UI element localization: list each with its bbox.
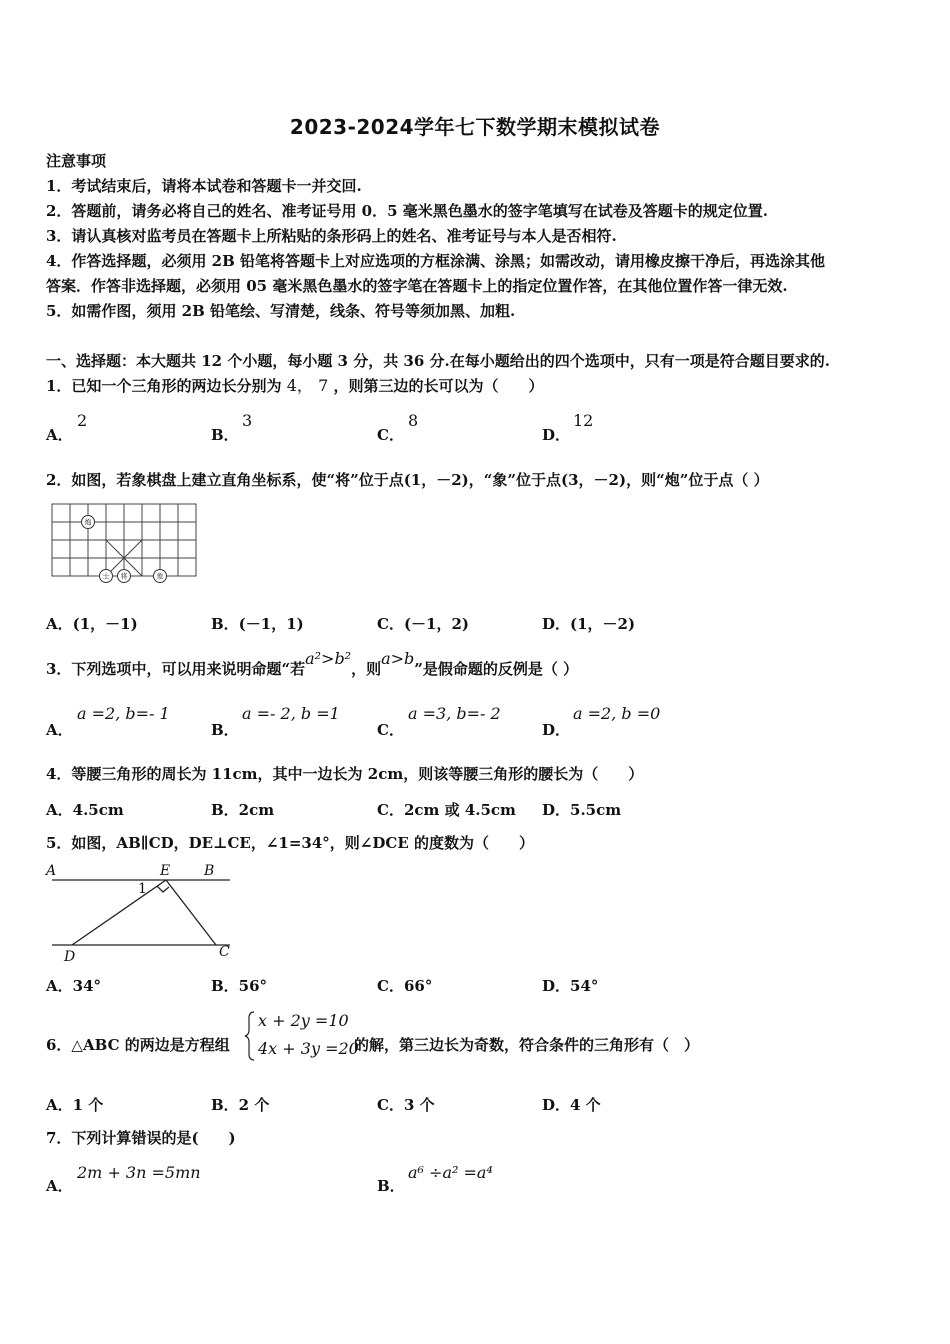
q1-stem-a: 1．已知一个三角形的两边长分别为 — [46, 377, 282, 395]
chessboard-figure — [50, 502, 200, 584]
q7-option-a-value: 2m + 3n =5mn — [77, 1163, 201, 1182]
q4-option-d[interactable]: D．5.5cm — [542, 801, 622, 819]
label-a: A — [46, 863, 57, 879]
piece-xiang-label: 象 — [156, 572, 164, 581]
q1-stem-b: ，则第三边的长可以为（ ） — [333, 377, 544, 395]
q1-option-b-value: 3 — [242, 411, 253, 430]
segment-de — [72, 880, 166, 945]
q1-option-c-label[interactable]: C． — [377, 426, 404, 444]
q2-stem: 2．如图，若象棋盘上建立直角坐标系，使“将”位于点(1，－2)，“象”位于点(3，－2)，则“炮”位于点（ ） — [46, 471, 769, 489]
q2-option-d[interactable]: D．(1，－2) — [542, 615, 636, 633]
q4-stem: 4．等腰三角形的周长为 11cm，其中一边长为 2cm，则该等腰三角形的腰长为（ ） — [46, 765, 644, 783]
q1-num-1: 4， — [286, 376, 313, 395]
q3-option-d-label[interactable]: D． — [542, 721, 571, 739]
notice-item-4: 4．作答选择题，必须用 2B 铅笔将答题卡上对应选项的方框涂满、涂黑；如需改动，请用橡皮擦干净后，再选涂其他 — [46, 252, 826, 270]
q2-option-c[interactable]: C．(－1，2) — [377, 615, 470, 633]
q3-option-c-label[interactable]: C． — [377, 721, 404, 739]
q3-condition-2: a>b — [381, 649, 415, 668]
q6-stem-a: 6．△ABC 的两边是方程组 — [46, 1036, 230, 1054]
q1-num-2: 7 — [318, 376, 329, 395]
q4-option-a[interactable]: A．4.5cm — [46, 801, 124, 819]
q2-option-a[interactable]: A．(1，－1) — [46, 615, 138, 633]
notice-item-5: 5．如需作图，须用 2B 铅笔绘、写清楚，线条、符号等须加黑、加粗. — [46, 302, 516, 320]
notice-item-1: 1．考试结束后，请将本试卷和答题卡一并交回. — [46, 177, 362, 195]
notice-item-2: 2．答题前，请务必将自己的姓名、准考证号用 0．5 毫米黑色墨水的签字笔填写在试卷及答题卡的规定位置. — [46, 202, 768, 220]
parallel-lines-figure — [44, 861, 234, 965]
q3-option-d-value: a =2, b =0 — [573, 704, 661, 723]
q3-option-b-value: a =- 2, b =1 — [242, 704, 340, 723]
q5-option-a[interactable]: A．34° — [46, 977, 102, 995]
piece-jiang-label: 将 — [120, 572, 128, 581]
q3-stem-b: ，则 — [351, 660, 382, 678]
q7-option-b-value: a⁶ ÷a² =a⁴ — [408, 1163, 493, 1182]
q3-stem-c: ”是假命题的反例是（ ） — [414, 660, 579, 678]
equation-brace — [244, 1010, 256, 1062]
q3-option-a-label[interactable]: A． — [46, 721, 73, 739]
q1-option-d-label[interactable]: D． — [542, 426, 571, 444]
q7-stem: 7．下列计算错误的是( ) — [46, 1129, 236, 1147]
q6-option-a[interactable]: A．1 个 — [46, 1096, 104, 1114]
q5-stem: 5．如图，AB∥CD，DE⊥CE，∠1=34°，则∠DCE 的度数为（ ） — [46, 834, 534, 852]
q6-option-d[interactable]: D．4 个 — [542, 1096, 601, 1114]
notice-heading: 注意事项 — [46, 152, 107, 170]
q2-option-b[interactable]: B．(－1，1) — [211, 615, 304, 633]
q1-option-c-value: 8 — [408, 411, 419, 430]
q3-option-c-value: a =3, b=- 2 — [408, 704, 501, 723]
q6-option-c[interactable]: C．3 个 — [377, 1096, 435, 1114]
q7-option-a-label[interactable]: A． — [46, 1177, 73, 1195]
q6-equation-2: 4x + 3y =20 — [258, 1039, 359, 1058]
q6-option-b[interactable]: B．2 个 — [211, 1096, 270, 1114]
q1-option-b-label[interactable]: B． — [211, 426, 239, 444]
q1-stem — [46, 376, 544, 396]
q3-condition-1: a²>b² — [305, 649, 352, 668]
label-e: E — [160, 863, 171, 879]
q6-equation-1: x + 2y =10 — [258, 1011, 349, 1030]
piece-pao-label: 炮 — [84, 518, 92, 527]
segment-ec — [166, 880, 216, 945]
q3-option-a-value: a =2, b=- 1 — [77, 704, 170, 723]
right-angle-mark — [157, 886, 169, 892]
q1-option-a-label[interactable]: A． — [46, 426, 73, 444]
q1-option-a-value: 2 — [77, 411, 88, 430]
q3-stem — [46, 649, 579, 679]
label-d: D — [64, 949, 76, 965]
piece-shi-label: 士 — [102, 572, 110, 581]
q3-stem-a: 3．下列选项中，可以用来说明命题“若 — [46, 660, 306, 678]
q3-option-b-label[interactable]: B． — [211, 721, 239, 739]
q7-option-b-label[interactable]: B． — [377, 1177, 405, 1195]
label-b: B — [204, 863, 215, 879]
q5-option-b[interactable]: B．56° — [211, 977, 268, 995]
notice-item-3: 3．请认真核对监考员在答题卡上所粘贴的条形码上的姓名、准考证号与本人是否相符. — [46, 227, 617, 245]
section-heading: 一、选择题：本大题共 12 个小题，每小题 3 分，共 36 分.在每小题给出的四个选项中，只有一项是符合题目要求的. — [46, 352, 830, 370]
notice-item-4-cont: 答案．作答非选择题，必须用 05 毫米黑色墨水的签字笔在答题卡上的指定位置作答，在其他位置作答一律无效. — [46, 277, 788, 295]
q4-option-b[interactable]: B．2cm — [211, 801, 275, 819]
label-c: C — [219, 944, 230, 960]
q1-option-d-value: 12 — [573, 411, 594, 430]
q5-option-c[interactable]: C．66° — [377, 977, 433, 995]
q6-stem-b: 的解，第三边长为奇数，符合条件的三角形有（ ） — [354, 1036, 700, 1054]
q4-option-c[interactable]: C．2cm 或 4.5cm — [377, 801, 516, 819]
label-angle-1: 1 — [138, 881, 147, 897]
page-title: 2023-2024学年七下数学期末模拟试卷 — [289, 115, 661, 139]
q5-option-d[interactable]: D．54° — [542, 977, 599, 995]
